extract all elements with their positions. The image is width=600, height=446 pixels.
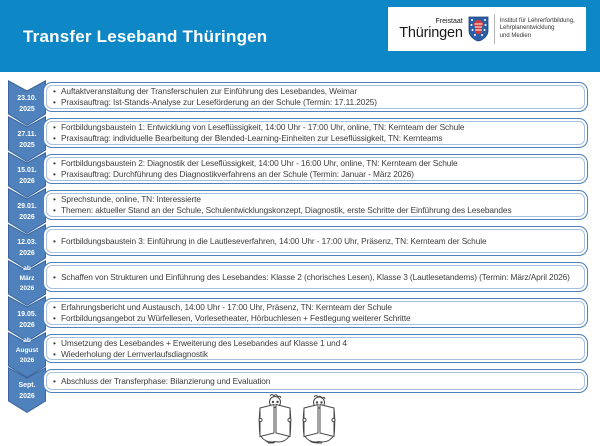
logo-institute-line: und Medien — [499, 32, 532, 39]
event-bullet: • Fortbildungsbaustein 3: Einführung in die Lautleseverfahren, 14:00 Uhr - 17:00 Uhr, Präsenz, TN: Kernteam der Schule — [53, 236, 486, 247]
reading-children-illustration — [256, 393, 348, 445]
date-line: 2026 — [19, 178, 35, 185]
timeline-row — [8, 82, 588, 112]
date-line: 23.10. — [17, 95, 37, 102]
event-box — [43, 262, 588, 292]
event-bullet-list — [53, 338, 347, 359]
event-bullet: • Fortbildungsbaustein 1: Entwicklung von Leseflüssigkeit, 14:00 Uhr - 17:00 Uhr, online, TN: Kernteam der Schule — [53, 122, 464, 133]
date-line: August — [15, 347, 39, 354]
date-line: 15.01. — [17, 167, 37, 174]
logo-institute-line: Institut für Lehrerfortbildung, — [499, 17, 575, 24]
timeline-row — [8, 369, 588, 400]
date-line: 2025 — [19, 142, 35, 149]
date-line: ab — [23, 337, 31, 344]
timeline-row — [8, 298, 588, 328]
date-line: ab — [23, 265, 31, 272]
logo-freistaat-label: Freistaat — [435, 17, 463, 25]
event-box — [43, 154, 588, 184]
event-bullet-list — [53, 122, 464, 143]
date-line: 2026 — [19, 214, 35, 221]
event-box — [43, 226, 588, 256]
timeline-row — [8, 118, 588, 148]
event-box — [43, 369, 588, 393]
date-line: 2026 — [19, 285, 35, 292]
timeline-row — [8, 154, 588, 184]
event-bullet: • Fortbildungsbaustein 2: Diagnostik der Leseflüssigkeit, 14:00 Uhr - 16:00 Uhr, online, TN: Kernteam der Schule — [53, 158, 458, 169]
date-line: 12.03. — [17, 239, 37, 246]
timeline-row — [8, 226, 588, 256]
date-line: 19.05. — [17, 311, 37, 318]
event-bullet-list — [53, 236, 486, 247]
event-bullet: • Umsetzung des Lesebandes + Erweiterung des Lesebandes auf Klasse 1 und 4 — [53, 338, 347, 349]
date-line: 29.01. — [17, 203, 37, 210]
event-bullet: • Praxisauftrag: individuelle Bearbeitung der Blended-Learning-Einheiten zur Leseflüssigkeit, TN: Kernteams — [53, 133, 464, 144]
timeline-row — [8, 190, 588, 220]
event-bullet: • Fortbildungsangebot zu Würfellesen, Vorlesetheater, Hörbuchlesen + Festlegung weiterer Schritte — [53, 313, 411, 324]
event-box — [43, 334, 588, 363]
event-bullet: • Auftaktveranstaltung der Transferschulen zur Einführung des Lesebandes, Weimar — [53, 86, 377, 97]
date-marker — [8, 367, 46, 413]
date-line: 2026 — [19, 250, 35, 257]
event-bullet: • Wiederholung der Lernverlaufsdiagnostik — [53, 349, 347, 360]
event-box — [43, 190, 588, 220]
date-line: Sept. — [18, 382, 36, 389]
event-bullet: • Praxisauftrag: Ist-Stands-Analyse zur Leseförderung an der Schule (Termin: 17.11.2025) — [53, 97, 377, 108]
event-bullet: • Themen: aktueller Stand an der Schule, Schulentwicklungskonzept, Diagnostik, erste Schritte der Einführung des Lesebandes — [53, 205, 512, 216]
date-line: 2026 — [19, 357, 35, 364]
event-bullet: • Abschluss der Transferphase: Bilanzierung und Evaluation — [53, 376, 270, 387]
date-line: 2026 — [19, 322, 35, 329]
event-bullet-list — [53, 194, 512, 215]
event-bullet-list — [53, 86, 377, 107]
event-bullet-list — [53, 376, 270, 387]
event-bullet-list — [53, 158, 458, 179]
event-bullet: • Sprechstunde, online, TN: Interessierte — [53, 194, 512, 205]
timeline-row — [8, 334, 588, 363]
logo-institute-line: Lehrplanentwicklung — [499, 25, 555, 32]
event-box — [43, 118, 588, 148]
timeline — [8, 0, 588, 446]
date-line: März — [19, 275, 35, 282]
event-bullet: • Schaffen von Strukturen und Einführung des Lesebandes: Klasse 2 (chorisches Lesen), Klasse 3 (Lautlesetandems) (Termin: März/April 2026) — [53, 272, 570, 283]
event-box — [43, 298, 588, 328]
event-bullet-list — [53, 272, 570, 283]
date-line: 27.11. — [17, 131, 37, 138]
timeline-row — [8, 262, 588, 292]
event-box — [43, 82, 588, 112]
date-line: 2025 — [19, 106, 35, 113]
page-title: Transfer Leseband Thüringen — [23, 27, 268, 46]
event-bullet-list — [53, 302, 411, 323]
date-line: 2026 — [19, 393, 35, 400]
event-bullet: • Praxisauftrag: Durchführung des Diagnostikverfahrens an der Schule (Termin: Januar - März 2026) — [53, 169, 458, 180]
logo-thueringen-label: Thüringen — [399, 24, 463, 41]
event-bullet: • Erfahrungsbericht und Austausch, 14:00 Uhr - 17:00 Uhr, Präsenz, TN: Kernteam der Schule — [53, 302, 411, 313]
date-label — [8, 367, 46, 413]
